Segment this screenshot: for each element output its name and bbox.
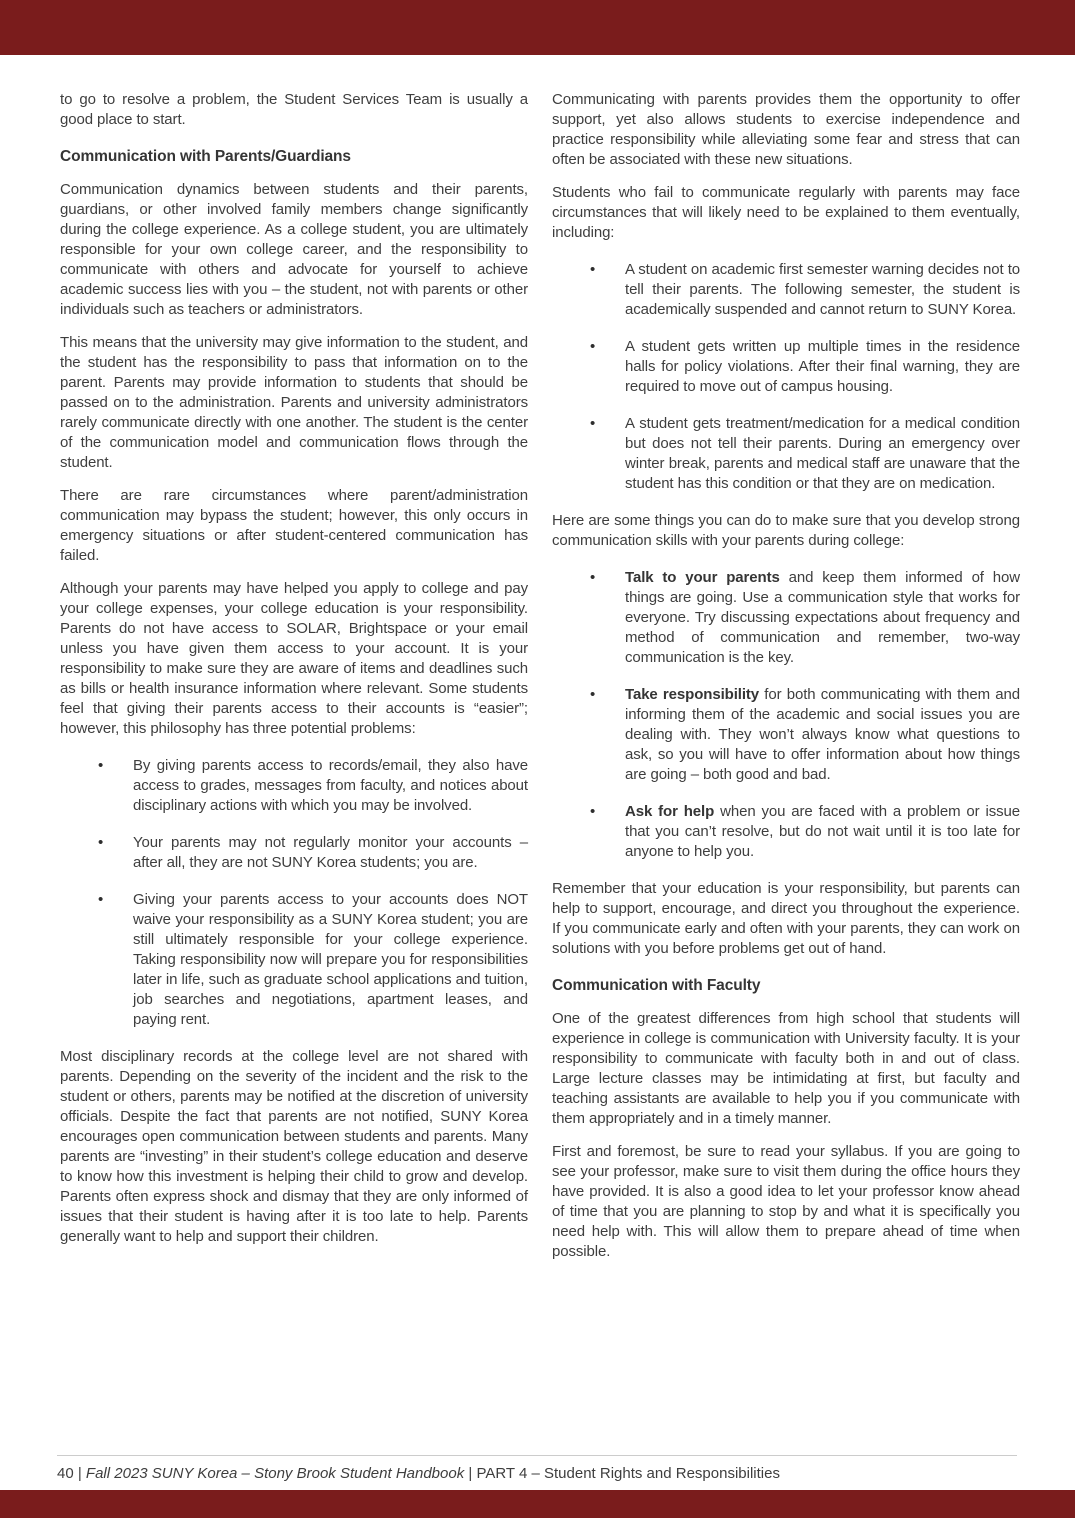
paragraph: Communicating with parents provides them the opportunity to offer support, yet also allows students to exercise independence and practice responsibility while alleviating some fear and stress that can often be associated with these new situations. bbox=[552, 91, 1020, 168]
right-column bbox=[552, 90, 1020, 1275]
paragraph: to go to resolve a problem, the Student Services Team is usually a good place to start. bbox=[60, 91, 528, 128]
footer-part-title: PART 4 – Student Rights and Responsibilities bbox=[476, 1465, 780, 1482]
bullet-item bbox=[552, 337, 1020, 397]
paragraph: Here are some things you can do to make sure that you develop strong communication skills with your parents during college: bbox=[552, 512, 1020, 549]
bullet-text: when you are faced with a problem or issue that you can’t resolve, but do not wait until it is too late for anyone to help you. bbox=[625, 803, 1020, 860]
bullet-item bbox=[552, 685, 1020, 785]
bullet-text: Giving your parents access to your accounts does NOT waive your responsibility as a SUNY Korea student; you are still ultimately responsible for your college experience. Taking responsibility now will prepare you for responsibilities later in life, such as graduate school applications and tuition, job searches and negotiations, apartment leases, and paying rent. bbox=[133, 891, 528, 1028]
bullet-item bbox=[552, 260, 1020, 320]
bullet-text: Your parents may not regularly monitor your accounts – after all, they are not SUNY Korea students; you are. bbox=[133, 834, 528, 871]
footer-handbook-title: Fall 2023 SUNY Korea – Stony Brook Student Handbook bbox=[85, 1465, 465, 1482]
bullet-item bbox=[60, 756, 528, 816]
bullet-text: A student on academic first semester warning decides not to tell their parents. The following semester, the student is academically suspended and cannot return to SUNY Korea. bbox=[625, 261, 1020, 318]
bullet-list bbox=[552, 568, 1020, 862]
bullet-item bbox=[552, 414, 1020, 494]
left-column bbox=[60, 90, 528, 1275]
paragraph: Students who fail to communicate regularly with parents may face circumstances that will likely need to be explained to them eventually, including: bbox=[552, 184, 1020, 241]
bullet-lead: Talk to your parents bbox=[625, 569, 780, 586]
bullet-lead: Ask for help bbox=[625, 803, 715, 820]
bullet-lead: Take responsibility bbox=[625, 686, 760, 703]
paragraph: Most disciplinary records at the college level are not shared with parents. Depending on the severity of the incident and the risk to the student or others, parents may be notified at the discretion of university officials. Despite the fact that parents are not notified, SUNY Korea encourages open communication between students and parents. Many parents are “investing” in their student’s college education and deserve to know how this investment is helping their child to grow and develop. Parents often express shock and dismay that they are only informed of issues that their student is having after it is too late to help. Parents generally want to help and support their children. bbox=[60, 1048, 528, 1245]
bullet-list bbox=[60, 756, 528, 1030]
footer-separator: | bbox=[73, 1465, 86, 1482]
paragraph: This means that the university may give information to the student, and the student has the responsibility to pass that information on to the parent. Parents may provide information to students that should be passed on to the administration. Parents and university administrators rarely communicate directly with one another. The student is the center of the communication model and communication flows through the student. bbox=[60, 334, 528, 471]
section-heading: Communication with Faculty bbox=[552, 977, 761, 994]
section-heading: Communication with Parents/Guardians bbox=[60, 148, 351, 165]
bullet-text: A student gets treatment/medication for a medical condition but does not tell their parents. During an emergency over winter break, parents and medical staff are unaware that the student has this condition or that they are on medication. bbox=[625, 415, 1020, 492]
page-body bbox=[60, 90, 1020, 1275]
footer-separator: | bbox=[464, 1465, 477, 1482]
bullet-item bbox=[552, 802, 1020, 862]
bullet-text: By giving parents access to records/email, they also have access to grades, messages from faculty, and notices about disciplinary actions with which you may be involved. bbox=[133, 757, 528, 814]
bullet-text: A student gets written up multiple times in the residence halls for policy violations. After their final warning, they are required to move out of campus housing. bbox=[625, 338, 1020, 395]
bullet-item bbox=[60, 833, 528, 873]
bullet-text: and keep them informed of how things are going. Use a communication style that works for everyone. Try discussing expectations about frequency and method of communication and remember, two-way communication is the key. bbox=[625, 569, 1020, 666]
top-red-band bbox=[0, 0, 1075, 55]
footer-page-number: 40 bbox=[57, 1465, 74, 1482]
page-footer bbox=[57, 1455, 1017, 1482]
paragraph: First and foremost, be sure to read your syllabus. If you are going to see your professor, make sure to visit them during the office hours they have provided. It is also a good idea to let your professor know ahead of time that you are planning to stop by and what it is specifically you need help with. This will allow them to prepare ahead of time when possible. bbox=[552, 1143, 1020, 1260]
paragraph: There are rare circumstances where parent/administration communication may bypass the student; however, this only occurs in emergency situations or after student-centered communication has failed. bbox=[60, 487, 528, 564]
bullet-list bbox=[552, 260, 1020, 494]
bullet-item bbox=[60, 890, 528, 1030]
bullet-item bbox=[552, 568, 1020, 668]
paragraph: Communication dynamics between students and their parents, guardians, or other involved family members change significantly during the college experience. As a college student, you are ultimately responsible for your own college career, and the responsibility to communicate with others and advocate for yourself to achieve academic success lies with you – the student, not with parents or other individuals such as teachers or administrators. bbox=[60, 181, 528, 318]
paragraph: One of the greatest differences from high school that students will experience in college is communication with University faculty. It is your responsibility to communicate with faculty both in and out of class. Large lecture classes may be intimidating at first, but faculty and teaching assistants are available to help you if you communicate with them appropriately and in a timely manner. bbox=[552, 1010, 1020, 1127]
bottom-red-band bbox=[0, 1490, 1075, 1518]
paragraph: Although your parents may have helped you apply to college and pay your college expenses, your college education is your responsibility. Parents do not have access to SOLAR, Brightspace or your email unless you have given them access to your account. It is your responsibility to make sure they are aware of items and deadlines such as bills or health insurance information where relevant. Some students feel that giving their parents access to their accounts is “easier”; however, this philosophy has three potential problems: bbox=[60, 580, 528, 737]
paragraph: Remember that your education is your responsibility, but parents can help to support, encourage, and direct you throughout the experience. If you communicate early and often with your parents, they can work on solutions with you before problems get out of hand. bbox=[552, 880, 1020, 957]
bullet-text: for both communicating with them and informing them of the academic and social issues you are dealing with. They won’t always know what questions to ask, so you will have to offer information about how things are going – both good and bad. bbox=[625, 686, 1020, 783]
